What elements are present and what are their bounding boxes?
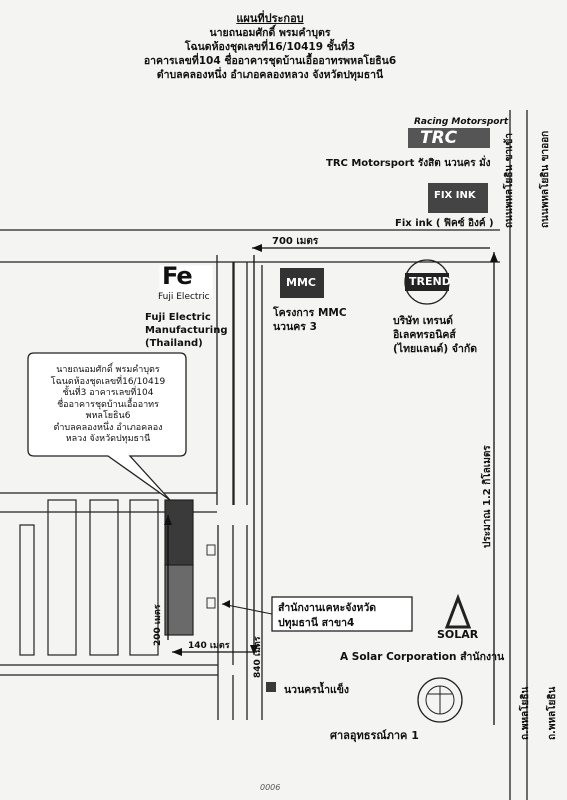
trc-label: TRC Motorsport รังสิต นวนคร มั่ง <box>326 158 491 169</box>
header-line-3: อาคารเลขที่104 ชื่ออาคารชุดบ้านเอื้ออาทรพหลโยธิน6 <box>143 55 397 67</box>
road-label-bottom-2: ถ.พหลโยธิน <box>547 686 558 740</box>
land-office-2: ปทุมธานี สาขา4 <box>278 617 355 629</box>
distance-200: 200 เมตร <box>153 604 163 646</box>
housing-block <box>20 525 34 655</box>
callout-line-2: โฉนดห้องชุดเลขที่16/10419 <box>50 376 166 387</box>
footer-stamp: 0006 <box>260 783 281 792</box>
fixink-logo: FIX INK <box>434 190 476 201</box>
callout-line-6: ตำบลคลองหนึ่ง อำเภอคลอง <box>53 422 163 433</box>
callout-line-5: พหลโยธิน6 <box>85 411 131 421</box>
asolar-label: A Solar Corporation สำนักงาน <box>340 651 505 663</box>
housing-block <box>48 500 76 655</box>
distance-700: 700 เมตร <box>272 236 319 247</box>
ice-factory-label: นวนครน้ำแข็ง <box>284 684 350 696</box>
fixink-label: Fix ink ( ฟิคซ์ อิงค์ ) <box>395 218 494 229</box>
fuji-label-1: Fuji Electric <box>145 312 211 323</box>
arrow-left-700 <box>252 244 262 252</box>
target-building-lower <box>165 565 193 635</box>
callout-line-4: ชื่ออาคารชุดบ้านเอื้ออาทร <box>57 399 159 410</box>
road-label-right-1: ถนนพหลโยธิน ขาเข้า <box>504 132 515 228</box>
callout-line-1: นายถนอมศักดิ์ พรมคำบุตร <box>56 365 160 375</box>
mmc-logo: MMC <box>286 276 316 289</box>
header-line-4: ตำบลคลองหนึ่ง อำเภอคลองหลวง จังหวัดปทุมธานี <box>156 69 384 81</box>
callout-line-3: ชั้นที่3 อาคารเลขที่104 <box>62 388 154 398</box>
mmc-label-1: โครงการ MMC <box>273 307 347 319</box>
distance-140: 140 เมตร <box>188 641 230 651</box>
trc-logo-small: Racing Motorsport <box>414 117 509 127</box>
road-label-right-2: ถนนพหลโยธิน ขาออก <box>540 130 551 228</box>
trend-logo: TREND <box>409 275 451 288</box>
road-label-bottom-1: ถ.พหลโยธิน <box>520 686 531 740</box>
target-building-upper <box>165 500 193 565</box>
trc-logo: TRC <box>420 128 458 148</box>
housing-block <box>90 500 118 655</box>
header-line-2: โฉนดห้องชุดเลขที่16/10419 ชั้นที่3 <box>184 41 356 53</box>
store-icon <box>207 545 215 555</box>
fuji-label-3: (Thailand) <box>145 338 203 349</box>
fuji-logo: Fe <box>162 262 192 290</box>
map-title: แผนที่ประกอบ <box>236 12 304 25</box>
callout-text <box>30 353 186 456</box>
arrow-left-140 <box>172 648 182 656</box>
header-line-1: นายถนอมศักดิ์ พรมคำบุตร <box>209 27 331 39</box>
trend-label-3: (ไทยแลนด์) จำกัด <box>393 343 478 355</box>
fuji-label-2: Manufacturing <box>145 325 228 336</box>
distance-840: 840 เมตร <box>253 636 263 678</box>
office-icon <box>207 598 215 608</box>
asolar-logo-shape <box>447 598 469 627</box>
asolar-logo-text: SOLAR <box>437 628 479 641</box>
land-office-1: สำนักงานเคหะจังหวัด <box>278 602 377 614</box>
ice-factory-marker <box>266 682 276 692</box>
mmc-label-2: นวนคร 3 <box>273 321 317 333</box>
fuji-logo-text: Fuji Electric <box>158 292 210 302</box>
court-label: ศาลอุทธรณ์ภาค 1 <box>330 729 419 742</box>
trend-label-2: อิเลคทรอนิคส์ <box>393 329 456 341</box>
trend-label-1: บริษัท เทรนด์ <box>393 315 453 327</box>
arrow-up-right <box>490 252 498 262</box>
distance-1-2km: ประมาณ 1.2 กิโลเมตร <box>482 445 493 548</box>
callout-line-7: หลวง จังหวัดปทุมธานี <box>65 434 151 444</box>
